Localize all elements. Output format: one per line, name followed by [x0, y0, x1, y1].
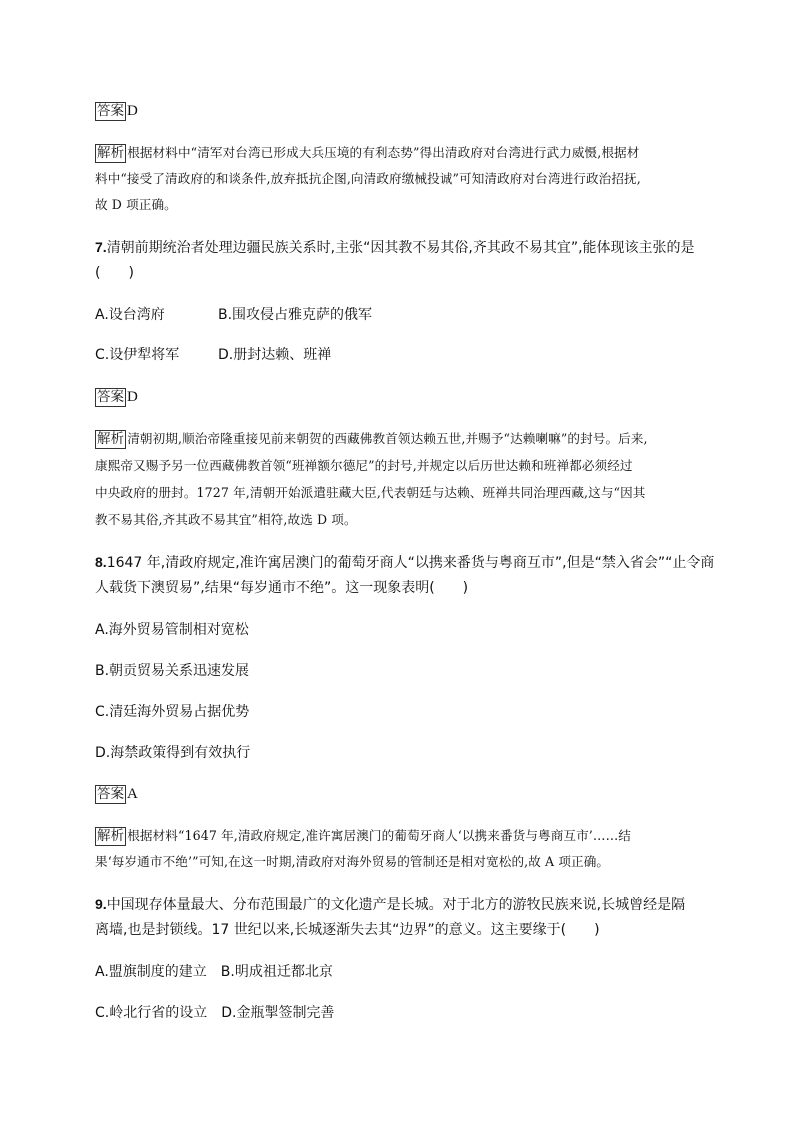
question-number: 7. — [95, 239, 107, 255]
question-stem-cont: ( ) — [95, 265, 134, 281]
question-stem-cont: 人载货下澳贸易”,结果“每岁通市不绝”。这一现象表明( ) — [95, 580, 469, 596]
analysis-text: 根据材料中“清军对台湾已形成大兵压境的有利态势”得出清政府对台湾进行武力威慑,根据材 — [127, 145, 640, 160]
analysis-line: 果‘每岁通市不绝’”可知,在这一时期,清政府对海外贸易的管制还是相对宽松的,故 A 项正确。 — [95, 854, 610, 869]
analysis-line: 料中“接受了清政府的和谈条件,放弃抵抗企图,向清政府缴械投诚”可知清政府对台湾进行政治招抚, — [95, 171, 641, 186]
question-number: 9. — [95, 896, 107, 912]
option-d: D.册封达赖、班禅 — [218, 347, 332, 363]
options-row-cd: C.岭北行省的设立 D.金瓶掣签制完善 — [95, 1005, 335, 1021]
question-stem-cont: 离墙,也是封锁线。17 世纪以来,长城逐渐失去其“边界”的意义。这主要缘于( ) — [95, 922, 600, 938]
analysis-line: 教不易其俗,齐其政不易其宜”相符,故选 D 项。 — [95, 512, 357, 527]
answer-line-6 — [95, 101, 138, 121]
option-a: A.海外贸易管制相对宽松 — [95, 622, 249, 638]
answer-tag: 答案 — [97, 389, 124, 405]
option-b: B.围攻侵占雅克萨的俄军 — [218, 307, 373, 323]
option-c: C.清廷海外贸易占据优势 — [95, 704, 250, 720]
analysis-tag: 解析 — [97, 828, 125, 844]
answer-tag: 答案 — [97, 786, 124, 802]
analysis-tag: 解析 — [97, 431, 125, 447]
option-d: D.海禁政策得到有效执行 — [95, 745, 251, 761]
analysis-line — [95, 826, 631, 846]
analysis-line: 中央政府的册封。1727 年,清朝开始派遣驻藏大臣,代表朝廷与达赖、班禅共同治理西藏,这与“因其 — [95, 485, 646, 500]
options-row-ab: A.盟旗制度的建立 B.明成祖迁都北京 — [95, 964, 333, 980]
analysis-line — [95, 143, 639, 163]
analysis-line — [95, 429, 648, 449]
option-c: C.设伊犁将军 — [95, 347, 180, 363]
analysis-tag: 解析 — [97, 145, 125, 161]
option-b: B.朝贡贸易关系迅速发展 — [95, 663, 250, 679]
analysis-line: 故 D 项正确。 — [95, 197, 177, 212]
analysis-line: 康熙帝又赐予另一位西藏佛教首领“班禅额尔德尼”的封号,并规定以后历世达赖和班禅都必须经过 — [95, 458, 633, 473]
question-stem — [95, 552, 714, 573]
analysis-text: 清朝初期,顺治帝隆重接见前来朝贺的西藏佛教首领达赖五世,并赐予“达赖喇嘛”的封号。后来, — [127, 431, 648, 446]
question-number: 8. — [95, 554, 107, 570]
answer-value: D — [127, 389, 138, 405]
question-text: 1647 年,清政府规定,准许寓居澳门的葡萄牙商人“以携来番货与粤商互市”,但是“禁入省会”“止令商 — [106, 555, 715, 571]
question-stem — [95, 237, 695, 258]
answer-line-7 — [95, 387, 138, 407]
answer-value: D — [127, 103, 138, 119]
question-text: 清朝前期统治者处理边疆民族关系时,主张“因其教不易其俗,齐其政不易其宜”,能体现该主张的是 — [106, 240, 695, 256]
answer-tag: 答案 — [97, 103, 124, 119]
analysis-text: 根据材料“1647 年,清政府规定,准许寓居澳门的葡萄牙商人‘以携来番货与粤商互市’……结 — [127, 828, 631, 843]
answer-line-8 — [95, 784, 138, 804]
option-a: A.设台湾府 — [95, 307, 165, 323]
question-text: 中国现存体量最大、分布范围最广的文化遗产是长城。对于北方的游牧民族来说,长城曾经是隔 — [106, 897, 686, 913]
answer-value: A — [127, 786, 138, 802]
question-stem — [95, 894, 685, 915]
